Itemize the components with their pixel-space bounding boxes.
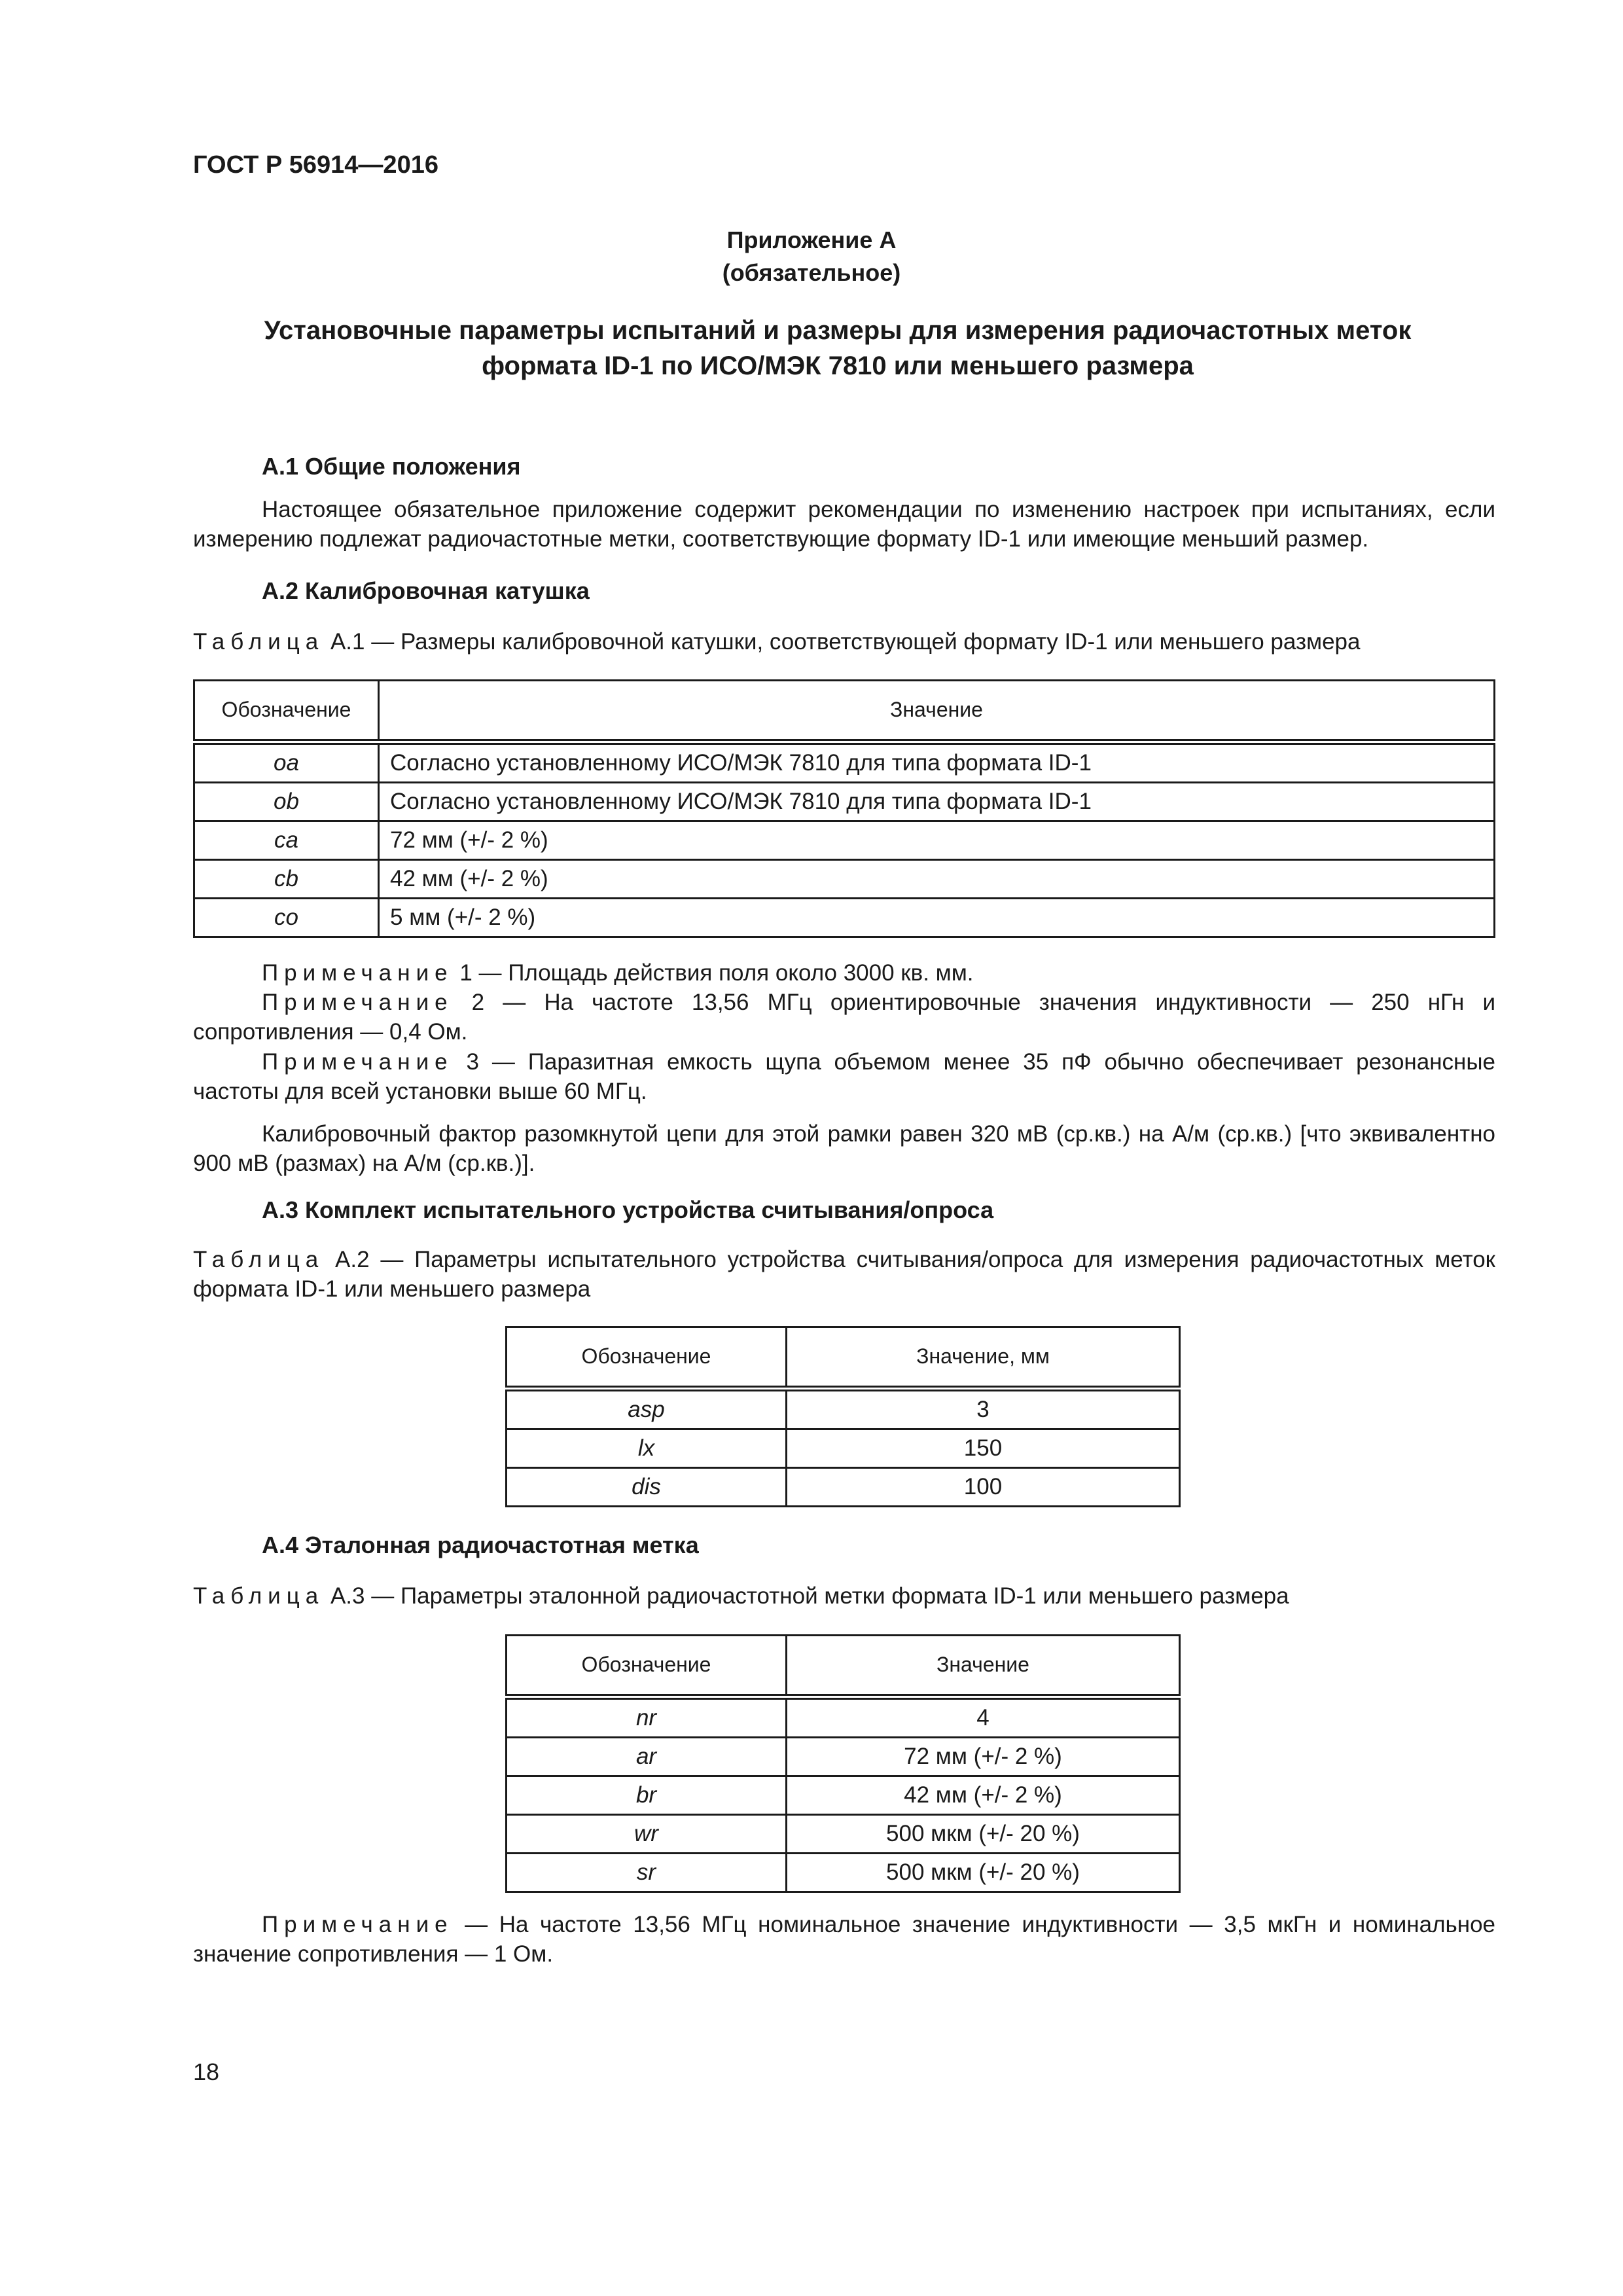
document-code: ГОСТ Р 56914—2016	[193, 151, 438, 179]
table-a1-col-value: Значение	[379, 681, 1495, 742]
table-a1-note-2	[193, 988, 1495, 1047]
table-a1-col-designation: Обозначение	[194, 681, 379, 742]
table-row	[507, 1468, 1180, 1507]
table-a3-value: 500 мкм (+/- 20 %)	[787, 1815, 1180, 1854]
note-label: Примечание	[262, 960, 454, 986]
table-a2-caption-text: А.2 — Параметры испытательного устройства считывания/опроса для измерения радиочастотных меток формата ID-1 или меньшего размера	[193, 1247, 1495, 1302]
table-header-row	[507, 1636, 1180, 1697]
appendix-status: (обязательное)	[722, 259, 901, 286]
table-a1-note-3	[193, 1047, 1495, 1106]
table-a2-col-value: Значение, мм	[787, 1327, 1180, 1389]
section-a1-heading: А.1 Общие положения	[262, 453, 521, 480]
note-text: 3 — Паразитная емкость щупа объемом менее 35 пФ обычно обеспечивает резонансные частоты для всей установки выше 60 МГц.	[193, 1049, 1495, 1104]
section-a4-heading: А.4 Эталонная радиочастотная метка	[262, 1532, 699, 1558]
section-a1-text: Настоящее обязательное приложение содержит рекомендации по изменению настроек при испытаниях, если измерению подлежат радиочастотные метки, соответствующие формату ID-1 или имеющие меньший размер.	[193, 497, 1495, 552]
table-row	[507, 1429, 1180, 1468]
table-a2-col-designation: Обозначение	[507, 1327, 787, 1389]
table-row	[194, 860, 1495, 899]
note-text: 1 — Площадь действия поля около 3000 кв. мм.	[453, 960, 974, 986]
table-a3-label: Таблица	[193, 1583, 325, 1609]
table-a1-symbol: oa	[194, 742, 379, 783]
table-row	[507, 1389, 1180, 1429]
section-a2-heading: А.2 Калибровочная катушка	[262, 577, 590, 604]
table-a2-value: 150	[787, 1429, 1180, 1468]
table-a3-value: 72 мм (+/- 2 %)	[787, 1738, 1180, 1776]
appendix-title	[249, 313, 1427, 384]
appendix-title-line2: формата ID-1 по ИСО/МЭК 7810 или меньшего размера	[482, 351, 1194, 380]
table-a1-value: Согласно установленному ИСО/МЭК 7810 для типа формата ID-1	[379, 783, 1495, 821]
table-a1-value: 5 мм (+/- 2 %)	[379, 899, 1495, 937]
table-a3-col-designation: Обозначение	[507, 1636, 787, 1697]
note-text: 2 — На частоте 13,56 МГц ориентировочные значения индуктивности — 250 нГн и сопротивления — 0,4 Ом.	[193, 990, 1495, 1045]
table-a2-symbol: lx	[507, 1429, 787, 1468]
table-a3-caption	[193, 1581, 1495, 1611]
table-a3	[505, 1634, 1181, 1893]
table-header-row	[507, 1327, 1180, 1389]
table-a2-caption	[193, 1245, 1495, 1304]
table-a3-caption-text: А.3 — Параметры эталонной радиочастотной метки формата ID-1 или меньшего размера	[324, 1583, 1289, 1609]
table-a1-value: 42 мм (+/- 2 %)	[379, 860, 1495, 899]
note-label: Примечание	[262, 1049, 454, 1075]
table-a1-label: Таблица	[193, 629, 325, 655]
table-row	[194, 742, 1495, 783]
table-a1-value: Согласно установленному ИСО/МЭК 7810 для типа формата ID-1	[379, 742, 1495, 783]
calibration-factor-text: Калибровочный фактор разомкнутой цепи для этой рамки равен 320 мВ (ср.кв.) на А/м (ср.кв.) [что эквивалентно 900 мВ (размах) на А/м (ср.кв.)].	[193, 1121, 1495, 1176]
table-row	[194, 783, 1495, 821]
table-a2-value: 100	[787, 1468, 1180, 1507]
table-row	[507, 1738, 1180, 1776]
table-a1-symbol: ca	[194, 821, 379, 860]
table-a2-symbol: asp	[507, 1389, 787, 1429]
table-a1-symbol: cb	[194, 860, 379, 899]
table-a3-symbol: nr	[507, 1697, 787, 1738]
table-a3-note	[193, 1910, 1495, 1969]
table-a3-col-value: Значение	[787, 1636, 1180, 1697]
table-a1	[193, 679, 1495, 938]
table-row	[507, 1776, 1180, 1815]
table-row	[507, 1854, 1180, 1892]
table-a3-value: 4	[787, 1697, 1180, 1738]
note-label: Примечание	[262, 1912, 454, 1937]
table-a3-symbol: sr	[507, 1854, 787, 1892]
table-row	[194, 899, 1495, 937]
table-row	[507, 1815, 1180, 1854]
table-a1-symbol: co	[194, 899, 379, 937]
section-a3-heading: А.3 Комплект испытательного устройства считывания/опроса	[262, 1196, 994, 1223]
table-a1-caption	[193, 627, 1495, 656]
appendix-title-line1: Установочные параметры испытаний и размеры для измерения радиочастотных меток	[264, 316, 1412, 345]
table-a2-label: Таблица	[193, 1247, 325, 1272]
appendix-header	[0, 224, 1623, 289]
note-label: Примечание	[262, 990, 454, 1015]
table-a2	[505, 1326, 1181, 1507]
table-row	[507, 1697, 1180, 1738]
table-a2-symbol: dis	[507, 1468, 787, 1507]
table-a3-value: 500 мкм (+/- 20 %)	[787, 1854, 1180, 1892]
appendix-label: Приложение А	[726, 226, 897, 253]
table-header-row	[194, 681, 1495, 742]
table-a1-caption-text: А.1 — Размеры калибровочной катушки, соответствующей формату ID-1 или меньшего размера	[324, 629, 1361, 655]
table-a3-symbol: wr	[507, 1815, 787, 1854]
page-number: 18	[193, 2058, 220, 2085]
table-a3-value: 42 мм (+/- 2 %)	[787, 1776, 1180, 1815]
table-a3-symbol: ar	[507, 1738, 787, 1776]
table-a1-note-1	[193, 958, 1495, 988]
table-a1-symbol: ob	[194, 783, 379, 821]
table-a2-value: 3	[787, 1389, 1180, 1429]
table-a1-value: 72 мм (+/- 2 %)	[379, 821, 1495, 860]
note-text: — На частоте 13,56 МГц номинальное значение индуктивности — 3,5 мкГн и номинальное значение сопротивления — 1 Ом.	[193, 1912, 1495, 1967]
table-a3-symbol: br	[507, 1776, 787, 1815]
table-row	[194, 821, 1495, 860]
